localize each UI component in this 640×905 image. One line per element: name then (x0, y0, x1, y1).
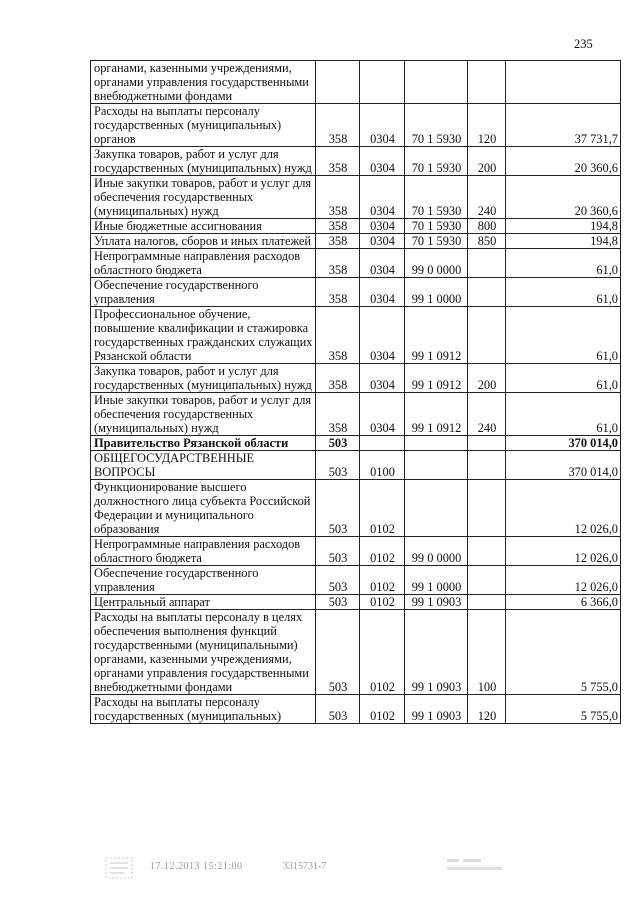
cell-cs: 70 1 5930 (405, 219, 468, 234)
cell-cs (405, 61, 468, 104)
cell-rz: 0304 (360, 393, 405, 436)
table-row (91, 566, 621, 595)
cell-vr (468, 537, 506, 566)
cell-rz: 0102 (360, 610, 405, 695)
cell-name: Закупка товаров, работ и услуг для государственных (муниципальных) нужд (91, 364, 316, 393)
cell-sum: 194,8 (506, 234, 621, 249)
table-row (91, 436, 621, 451)
cell-vr: 800 (468, 219, 506, 234)
cell-gr: 503 (316, 695, 360, 724)
registration-stamp-icon (100, 855, 140, 881)
cell-gr: 503 (316, 537, 360, 566)
table-row (91, 176, 621, 219)
cell-name: органами, казенными учреждениями, органами управления государственными внебюджетными фондами (91, 61, 316, 104)
cell-rz: 0304 (360, 219, 405, 234)
cell-sum: 61,0 (506, 393, 621, 436)
table-row (91, 249, 621, 278)
table-row (91, 595, 621, 610)
cell-name: Иные закупки товаров, работ и услуг для обеспечения государственных (муниципальных) нужд (91, 393, 316, 436)
cell-rz: 0102 (360, 480, 405, 537)
cell-name: Иные бюджетные ассигнования (91, 219, 316, 234)
cell-gr: 358 (316, 249, 360, 278)
cell-sum: 12 026,0 (506, 537, 621, 566)
cell-gr: 358 (316, 219, 360, 234)
cell-rz: 0304 (360, 104, 405, 147)
cell-cs (405, 436, 468, 451)
cell-cs: 99 1 0903 (405, 695, 468, 724)
faint-barcode-icon (447, 857, 517, 877)
cell-cs: 99 1 0912 (405, 393, 468, 436)
cell-sum: 20 360,6 (506, 176, 621, 219)
budget-table (90, 60, 621, 724)
cell-sum: 12 026,0 (506, 566, 621, 595)
cell-vr (468, 595, 506, 610)
table-row (91, 104, 621, 147)
cell-sum: 61,0 (506, 249, 621, 278)
cell-cs: 99 1 0903 (405, 595, 468, 610)
cell-sum: 194,8 (506, 219, 621, 234)
cell-sum: 6 366,0 (506, 595, 621, 610)
cell-cs (405, 451, 468, 480)
cell-vr (468, 480, 506, 537)
cell-gr: 503 (316, 451, 360, 480)
cell-name: Непрограммные направления расходов областного бюджета (91, 249, 316, 278)
cell-vr (468, 61, 506, 104)
cell-gr: 358 (316, 104, 360, 147)
cell-gr: 503 (316, 436, 360, 451)
page-number: 235 (574, 37, 593, 51)
cell-gr: 503 (316, 610, 360, 695)
cell-gr: 503 (316, 595, 360, 610)
cell-sum: 61,0 (506, 364, 621, 393)
table-row (91, 61, 621, 104)
cell-rz: 0304 (360, 307, 405, 364)
table-row (91, 537, 621, 566)
cell-vr (468, 307, 506, 364)
cell-cs: 99 1 0912 (405, 364, 468, 393)
cell-cs: 99 0 0000 (405, 537, 468, 566)
cell-name: Расходы на выплаты персоналу государственных (муниципальных) (91, 695, 316, 724)
cell-sum: 370 014,0 (506, 436, 621, 451)
footer-document-code: 3315731-7 (283, 861, 327, 872)
cell-vr: 120 (468, 104, 506, 147)
cell-cs: 99 1 0903 (405, 610, 468, 695)
cell-name: Правительство Рязанской области (91, 436, 316, 451)
cell-rz: 0100 (360, 451, 405, 480)
cell-cs: 99 1 0912 (405, 307, 468, 364)
table-row (91, 234, 621, 249)
cell-sum: 5 755,0 (506, 610, 621, 695)
cell-name: Расходы на выплаты персоналу в целях обеспечения выполнения функций государственными (муниципальными) органами, казенными учреждениями, органами управления государственными внебюджетными фондами (91, 610, 316, 695)
cell-rz: 0304 (360, 249, 405, 278)
cell-gr: 358 (316, 393, 360, 436)
table-row (91, 147, 621, 176)
cell-gr: 358 (316, 278, 360, 307)
cell-cs: 70 1 5930 (405, 234, 468, 249)
cell-rz: 0304 (360, 278, 405, 307)
cell-sum: 61,0 (506, 278, 621, 307)
cell-rz (360, 61, 405, 104)
table-row (91, 695, 621, 724)
cell-sum: 370 014,0 (506, 451, 621, 480)
cell-name: Иные закупки товаров, работ и услуг для обеспечения государственных (муниципальных) нужд (91, 176, 316, 219)
cell-vr (468, 278, 506, 307)
cell-vr: 200 (468, 147, 506, 176)
cell-vr: 200 (468, 364, 506, 393)
cell-rz: 0102 (360, 695, 405, 724)
cell-name: Уплата налогов, сборов и иных платежей (91, 234, 316, 249)
cell-gr: 358 (316, 234, 360, 249)
table-row (91, 480, 621, 537)
table-row (91, 278, 621, 307)
cell-rz: 0304 (360, 364, 405, 393)
cell-vr (468, 566, 506, 595)
table-row (91, 219, 621, 234)
cell-name: Функционирование высшего должностного лица субъекта Российской Федерации и муниципального образования (91, 480, 316, 537)
cell-gr (316, 61, 360, 104)
cell-cs: 99 0 0000 (405, 249, 468, 278)
page-footer (0, 853, 640, 883)
cell-name: Расходы на выплаты персоналу государственных (муниципальных) органов (91, 104, 316, 147)
table-row (91, 610, 621, 695)
cell-rz: 0304 (360, 234, 405, 249)
budget-table-body (91, 61, 621, 724)
cell-cs: 70 1 5930 (405, 176, 468, 219)
cell-rz: 0304 (360, 147, 405, 176)
table-row (91, 451, 621, 480)
cell-rz: 0304 (360, 176, 405, 219)
cell-sum (506, 61, 621, 104)
cell-rz: 0102 (360, 566, 405, 595)
cell-cs: 99 1 0000 (405, 278, 468, 307)
cell-gr: 358 (316, 176, 360, 219)
cell-sum: 37 731,7 (506, 104, 621, 147)
cell-vr: 240 (468, 393, 506, 436)
footer-timestamp: 17.12.2013 15:21:00 (150, 861, 243, 872)
cell-sum: 12 026,0 (506, 480, 621, 537)
cell-vr: 120 (468, 695, 506, 724)
cell-name: Непрограммные направления расходов областного бюджета (91, 537, 316, 566)
cell-cs: 70 1 5930 (405, 147, 468, 176)
cell-name: Центральный аппарат (91, 595, 316, 610)
cell-sum: 5 755,0 (506, 695, 621, 724)
cell-sum: 20 360,6 (506, 147, 621, 176)
table-row (91, 307, 621, 364)
cell-name: Профессиональное обучение, повышение квалификации и стажировка государственных гражданских служащих Рязанской области (91, 307, 316, 364)
cell-name: Обеспечение государственного управления (91, 278, 316, 307)
cell-gr: 358 (316, 147, 360, 176)
cell-vr: 100 (468, 610, 506, 695)
cell-rz: 0102 (360, 595, 405, 610)
cell-gr: 358 (316, 307, 360, 364)
table-row (91, 364, 621, 393)
cell-cs: 70 1 5930 (405, 104, 468, 147)
cell-rz (360, 436, 405, 451)
cell-vr (468, 249, 506, 278)
cell-rz: 0102 (360, 537, 405, 566)
table-row (91, 393, 621, 436)
cell-name: Закупка товаров, работ и услуг для государственных (муниципальных) нужд (91, 147, 316, 176)
cell-cs (405, 480, 468, 537)
cell-cs: 99 1 0000 (405, 566, 468, 595)
cell-name: Обеспечение государственного управления (91, 566, 316, 595)
cell-vr (468, 451, 506, 480)
cell-vr (468, 436, 506, 451)
cell-vr: 850 (468, 234, 506, 249)
cell-gr: 358 (316, 364, 360, 393)
cell-sum: 61,0 (506, 307, 621, 364)
cell-name: ОБЩЕГОСУДАРСТВЕННЫЕ ВОПРОСЫ (91, 451, 316, 480)
cell-gr: 503 (316, 566, 360, 595)
cell-vr: 240 (468, 176, 506, 219)
cell-gr: 503 (316, 480, 360, 537)
